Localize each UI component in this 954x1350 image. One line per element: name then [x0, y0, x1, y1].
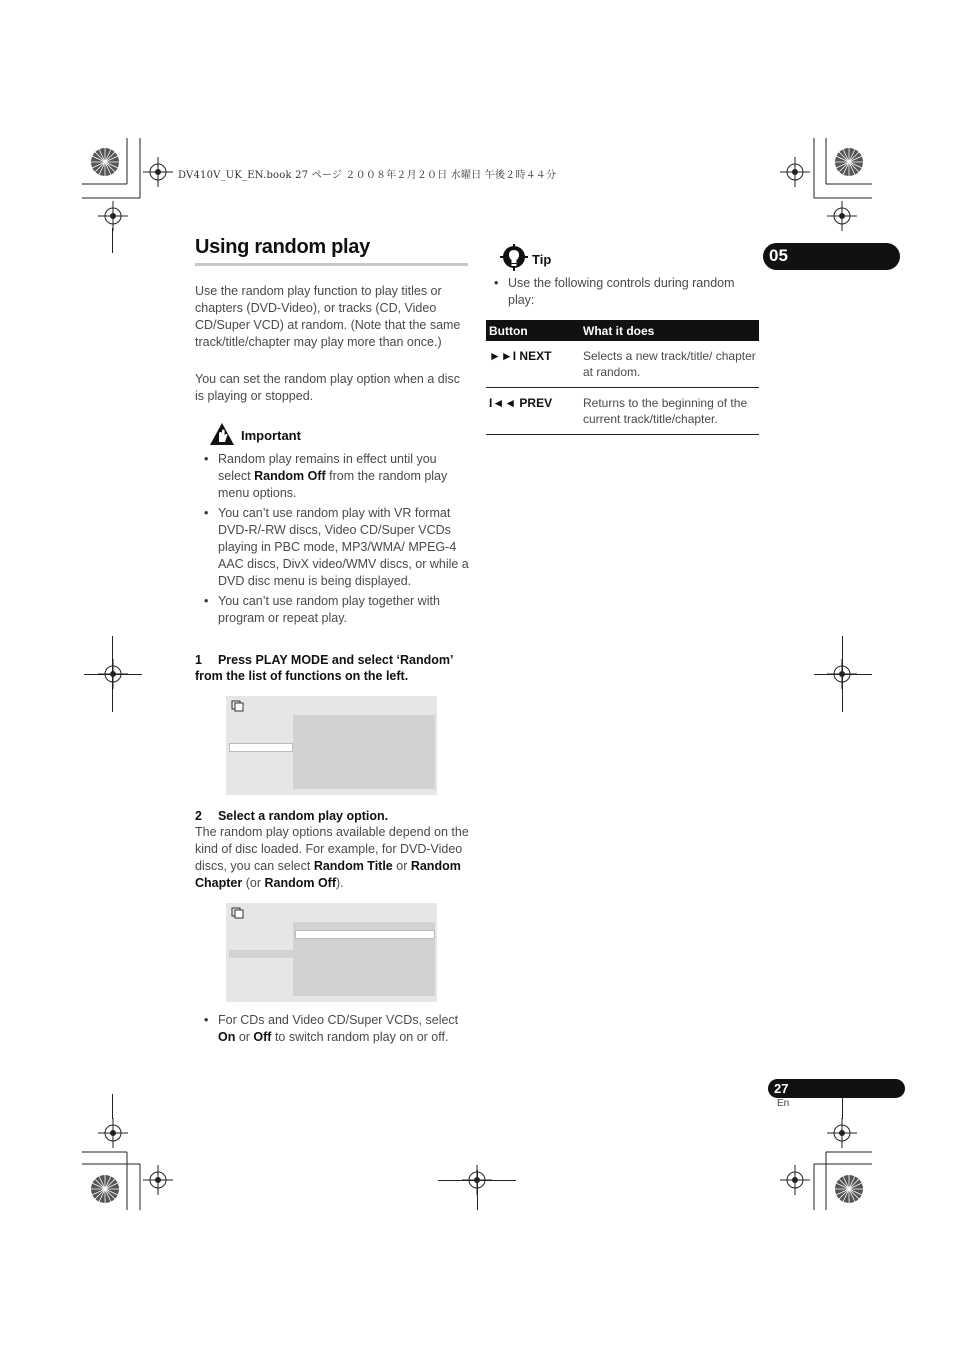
prev-button-label: I◄◄ PREV [486, 388, 580, 435]
important-heading: Important [241, 428, 301, 443]
selected-option-highlight [295, 930, 435, 939]
registration-target-icon [98, 1118, 128, 1148]
next-button-label: ►►I NEXT [486, 341, 580, 388]
body-text: ). [336, 876, 344, 890]
registration-target-icon [780, 157, 810, 187]
registration-target-icon [780, 1165, 810, 1195]
important-hand-icon [209, 422, 235, 451]
option-off: Off [253, 1030, 272, 1044]
list-item-text: or [235, 1030, 254, 1044]
list-item [204, 451, 470, 502]
option-on: On [218, 1030, 236, 1044]
registration-target-icon [88, 1172, 122, 1206]
option-random-off: Random Off [264, 876, 336, 890]
book-header-line: DV410V_UK_EN.book 27 ページ ２００８年２月２０日 水曜日 午後２時４４分 [178, 170, 557, 181]
body-text: The random play options available depend on the kind of disc loaded. For example, for DVD-Video discs, you can select [195, 825, 469, 873]
option-random-title: Random Title [313, 859, 393, 873]
table-row [486, 341, 759, 388]
page-language: En [777, 1098, 790, 1109]
step-1 [195, 652, 470, 684]
tip-bulb-icon [500, 244, 528, 277]
list-item-text: to switch random play on or off. [271, 1030, 449, 1044]
section-title: Using random play [195, 236, 370, 258]
body-text: or [392, 859, 411, 873]
screen-illustration-1 [226, 696, 437, 795]
screen-illustration-2 [226, 903, 437, 1002]
chapter-number-tab [763, 243, 900, 270]
crop-mark-icon [770, 138, 874, 258]
column-header-what-it-does: What it does [580, 320, 759, 341]
options-panel [293, 715, 435, 789]
crop-mark-icon [82, 138, 182, 258]
tip-list [494, 275, 759, 312]
cd-note-list [204, 1012, 470, 1049]
chapter-number: 05 [769, 246, 788, 265]
title-rule [195, 263, 468, 266]
intro-paragraph-2: You can set the random play option when a disc is playing or stopped. [195, 372, 460, 403]
body-text: (or [242, 876, 265, 890]
registration-target-icon [827, 201, 857, 231]
step-2 [195, 808, 470, 824]
registration-target-icon [98, 201, 128, 231]
step-text: Select a random play option. [217, 809, 389, 823]
function-row [229, 950, 293, 958]
list-item-text: from the random play menu options. [218, 469, 448, 500]
step-text: Press PLAY MODE and select ‘Random’ from the list of functions on the left. [195, 653, 453, 683]
intro-paragraph-1: Use the random play function to play titles or chapters (DVD-Video), or tracks (CD, Video CD/Super VCD) at random. (Note that the same track/title/chapter may play more than once.) [195, 284, 461, 349]
list-item-emphasis: Random Off [254, 469, 326, 483]
list-item: • Use the following controls during random play: [494, 275, 759, 309]
remote-icon [231, 906, 245, 924]
list-item [204, 1012, 470, 1046]
next-description: Selects a new track/title/ chapter at random. [580, 341, 759, 388]
list-item: • You can’t use random play together with program or repeat play. [204, 593, 470, 627]
registration-target-icon [832, 1172, 866, 1206]
registration-target-icon [143, 1165, 173, 1195]
list-item: • You can’t use random play with VR format DVD-R/-RW discs, Video CD/Super VCDs playing in PBC mode, MP3/WMA/ MPEG-4 AAC discs, DivX video/WMV discs, or while a DVD disc menu is being displayed. [204, 505, 470, 590]
registration-target-icon [143, 157, 173, 187]
list-item-text: Random play remains in effect until you select [218, 452, 437, 483]
option-random-chapter: Random Chapter [195, 859, 461, 890]
step-number: 1 [195, 653, 202, 667]
table-row [486, 388, 759, 435]
list-item-text: For CDs and Video CD/Super VCDs, select [218, 1013, 459, 1027]
important-list [204, 451, 470, 630]
registration-target-icon [827, 1118, 857, 1148]
selected-function-highlight [229, 743, 293, 752]
page-number: 27 [774, 1081, 789, 1096]
controls-table [486, 320, 759, 435]
table-header-row [486, 320, 759, 341]
tip-heading: Tip [532, 252, 552, 267]
remote-icon [231, 699, 245, 717]
step-number: 2 [195, 809, 202, 823]
prev-description: Returns to the beginning of the current track/title/chapter. [580, 388, 759, 435]
step-2-body [195, 824, 470, 892]
column-header-button: Button [486, 320, 580, 341]
page-number-tab [768, 1079, 905, 1098]
